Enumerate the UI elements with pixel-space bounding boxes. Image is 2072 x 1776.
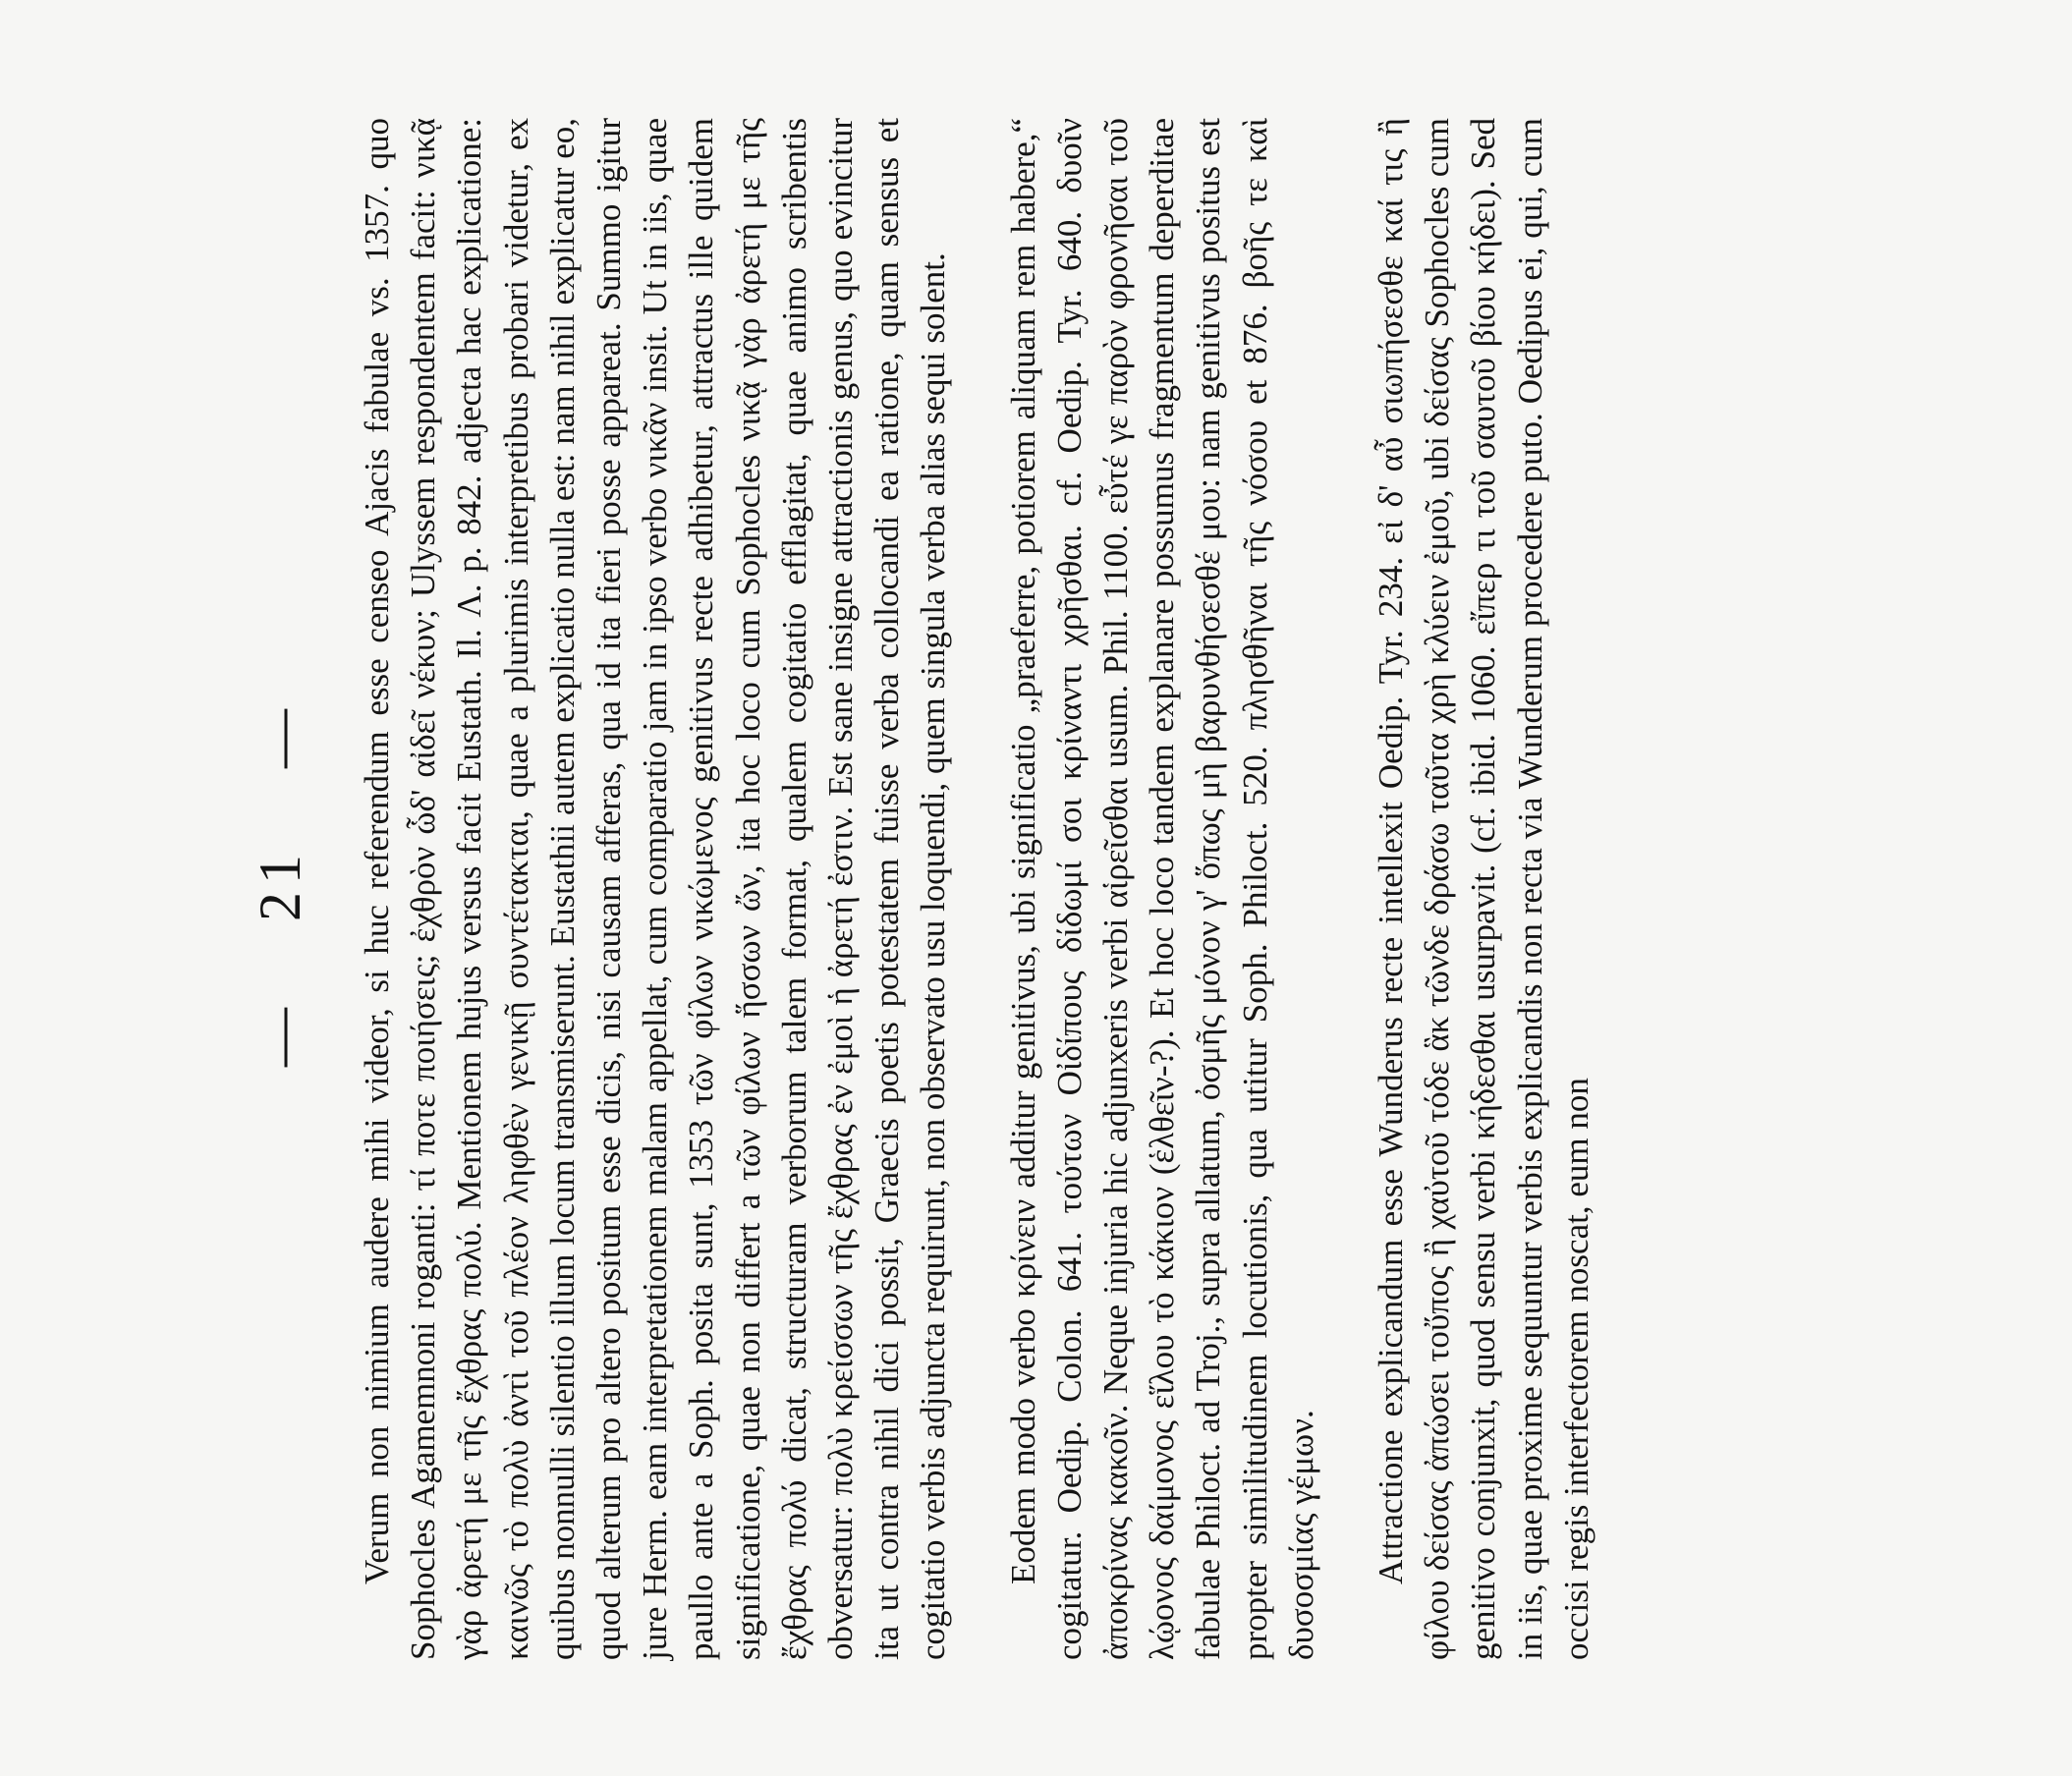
- header-dash-left: —: [247, 1000, 312, 1067]
- header-dash-right: —: [247, 701, 312, 768]
- paragraph-1: Verum non nimium audere mihi videor, si huc referendum esse censeo Ajacis fabulae vs. 1357. quo Sophocles Agamemnoni roganti: τί ποτε ποιήσεις; ἐχθρὸν ὧδ' αἰδεῖ νέκυν; Ulyssem respondentem facit: νικᾷ γὰρ ἀρετή με τῆς ἔχθρας πολύ. Mentionem hujus versus facit Eustath. Il. Λ. p. 842. adjecta hac explicatione: καινῶς τὸ πολὺ ἀντὶ τοῦ πλέον ληφθὲν γενικῇ συντέτακται, quae a plurimis interpretibus probari videtur, ex quibus nonnulli silentio illum locum transmiserunt. Eustathii autem explicatio nulla est: nam nihil explicatur eo, quod alterum pro altero positum esse dicis, nisi causam afferas, qua id ita fieri posse appareat. Summo igitur jure Herm. eam interpretationem malam appellat, cum comparatio jam in ipso verbo νικᾶν insit. Ut in iis, quae paullo ante a Soph. posita sunt, 1353 τῶν φίλων νικώμενος genitivus recte adhibetur, attractus ille quidem significatione, quae non differt a τῶν φίλων ἥσσων ὤν, ita hoc loco cum Sophocles νικᾷ γὰρ ἀρετή με τῆς ἔχθρας πολύ dicat, structuram verborum talem format, qualem cogitatio efflagitat, quae animo scribentis obversatur: πολὺ κρείσσων τῆς ἔχθρας ἐν ἐμοὶ ἡ ἀρετή ἐστιν. Est sane insigne attractionis genus, quo evincitur ita ut contra nihil dici possit, Graecis poetis potestatem fuisse verba collocandi ea ratione, quam sensus et cogitatio verbis adjuncta requirunt, non observato usu loquendi, quem singula verba alias sequi solent.: [358, 118, 953, 1660]
- paragraph-2: Eodem modo verbo κρίνειν additur genitivus, ubi significatio „praeferre, potiorem aliquam rem habere,“ cogitatur. Oedip. Colon. 641. τούτων Οἰδίπους δίδωμί σοι κρίναντι χρῆσθαι. cf. Oedip. Tyr. 640. δυοῖν ἀποκρίνας κακοῖν. Neque injuria hic adjunxeris verbi αἱρεῖσθαι usum. Phil. 1100. εὖτέ γε παρὸν φρονῆσαι τοῦ λῴονος δαίμονος εἵλου τὸ κάκιον (ἑλθεῖν-?). Et hoc loco tandem explanare possumus fragmentum deperditae fabulae Philoct. ad Troj., supra allatum, ὀσμῆς μόνον γ' ὅπως μὴ βαρυνθήσεσθέ μου: nam genitivus positus est propter similitudinem locutionis, qua utitur Soph. Philoct. 520. πλησθῆναι τῆς νόσου et 876. βοῆς τε καὶ δυσοσμίας γέμων.: [1003, 118, 1320, 1660]
- paragraph-3: Attractione explicandum esse Wunderus recte intellexit Oedip. Tyr. 234. εἰ δ' αὖ σιωπήσεσθε καί τις ἢ φίλου δείσας ἀπώσει τοὔπος ἢ χαὐτοῦ τόδε ἃκ τῶνδε δράσω ταῦτα χρὴ κλύειν ἐμοῦ, ubi δείσας Sophocles cum genitivo conjunxit, quod sensu verbi κήδεσθαι usurpavit. (cf. ibid. 1060. εἴπερ τι τοῦ σαυτοῦ βίου κήδει). Sed in iis, quae proxime sequuntur verbis explicandis non recta via Wunderum procedere puto. Oedipus ei, qui, cum occisi regis interfectorem noscat, eum non: [1372, 118, 1596, 1660]
- rotated-text-frame: [206, 108, 1965, 1660]
- page-number: 21: [247, 847, 312, 921]
- page-header: [206, 108, 354, 1660]
